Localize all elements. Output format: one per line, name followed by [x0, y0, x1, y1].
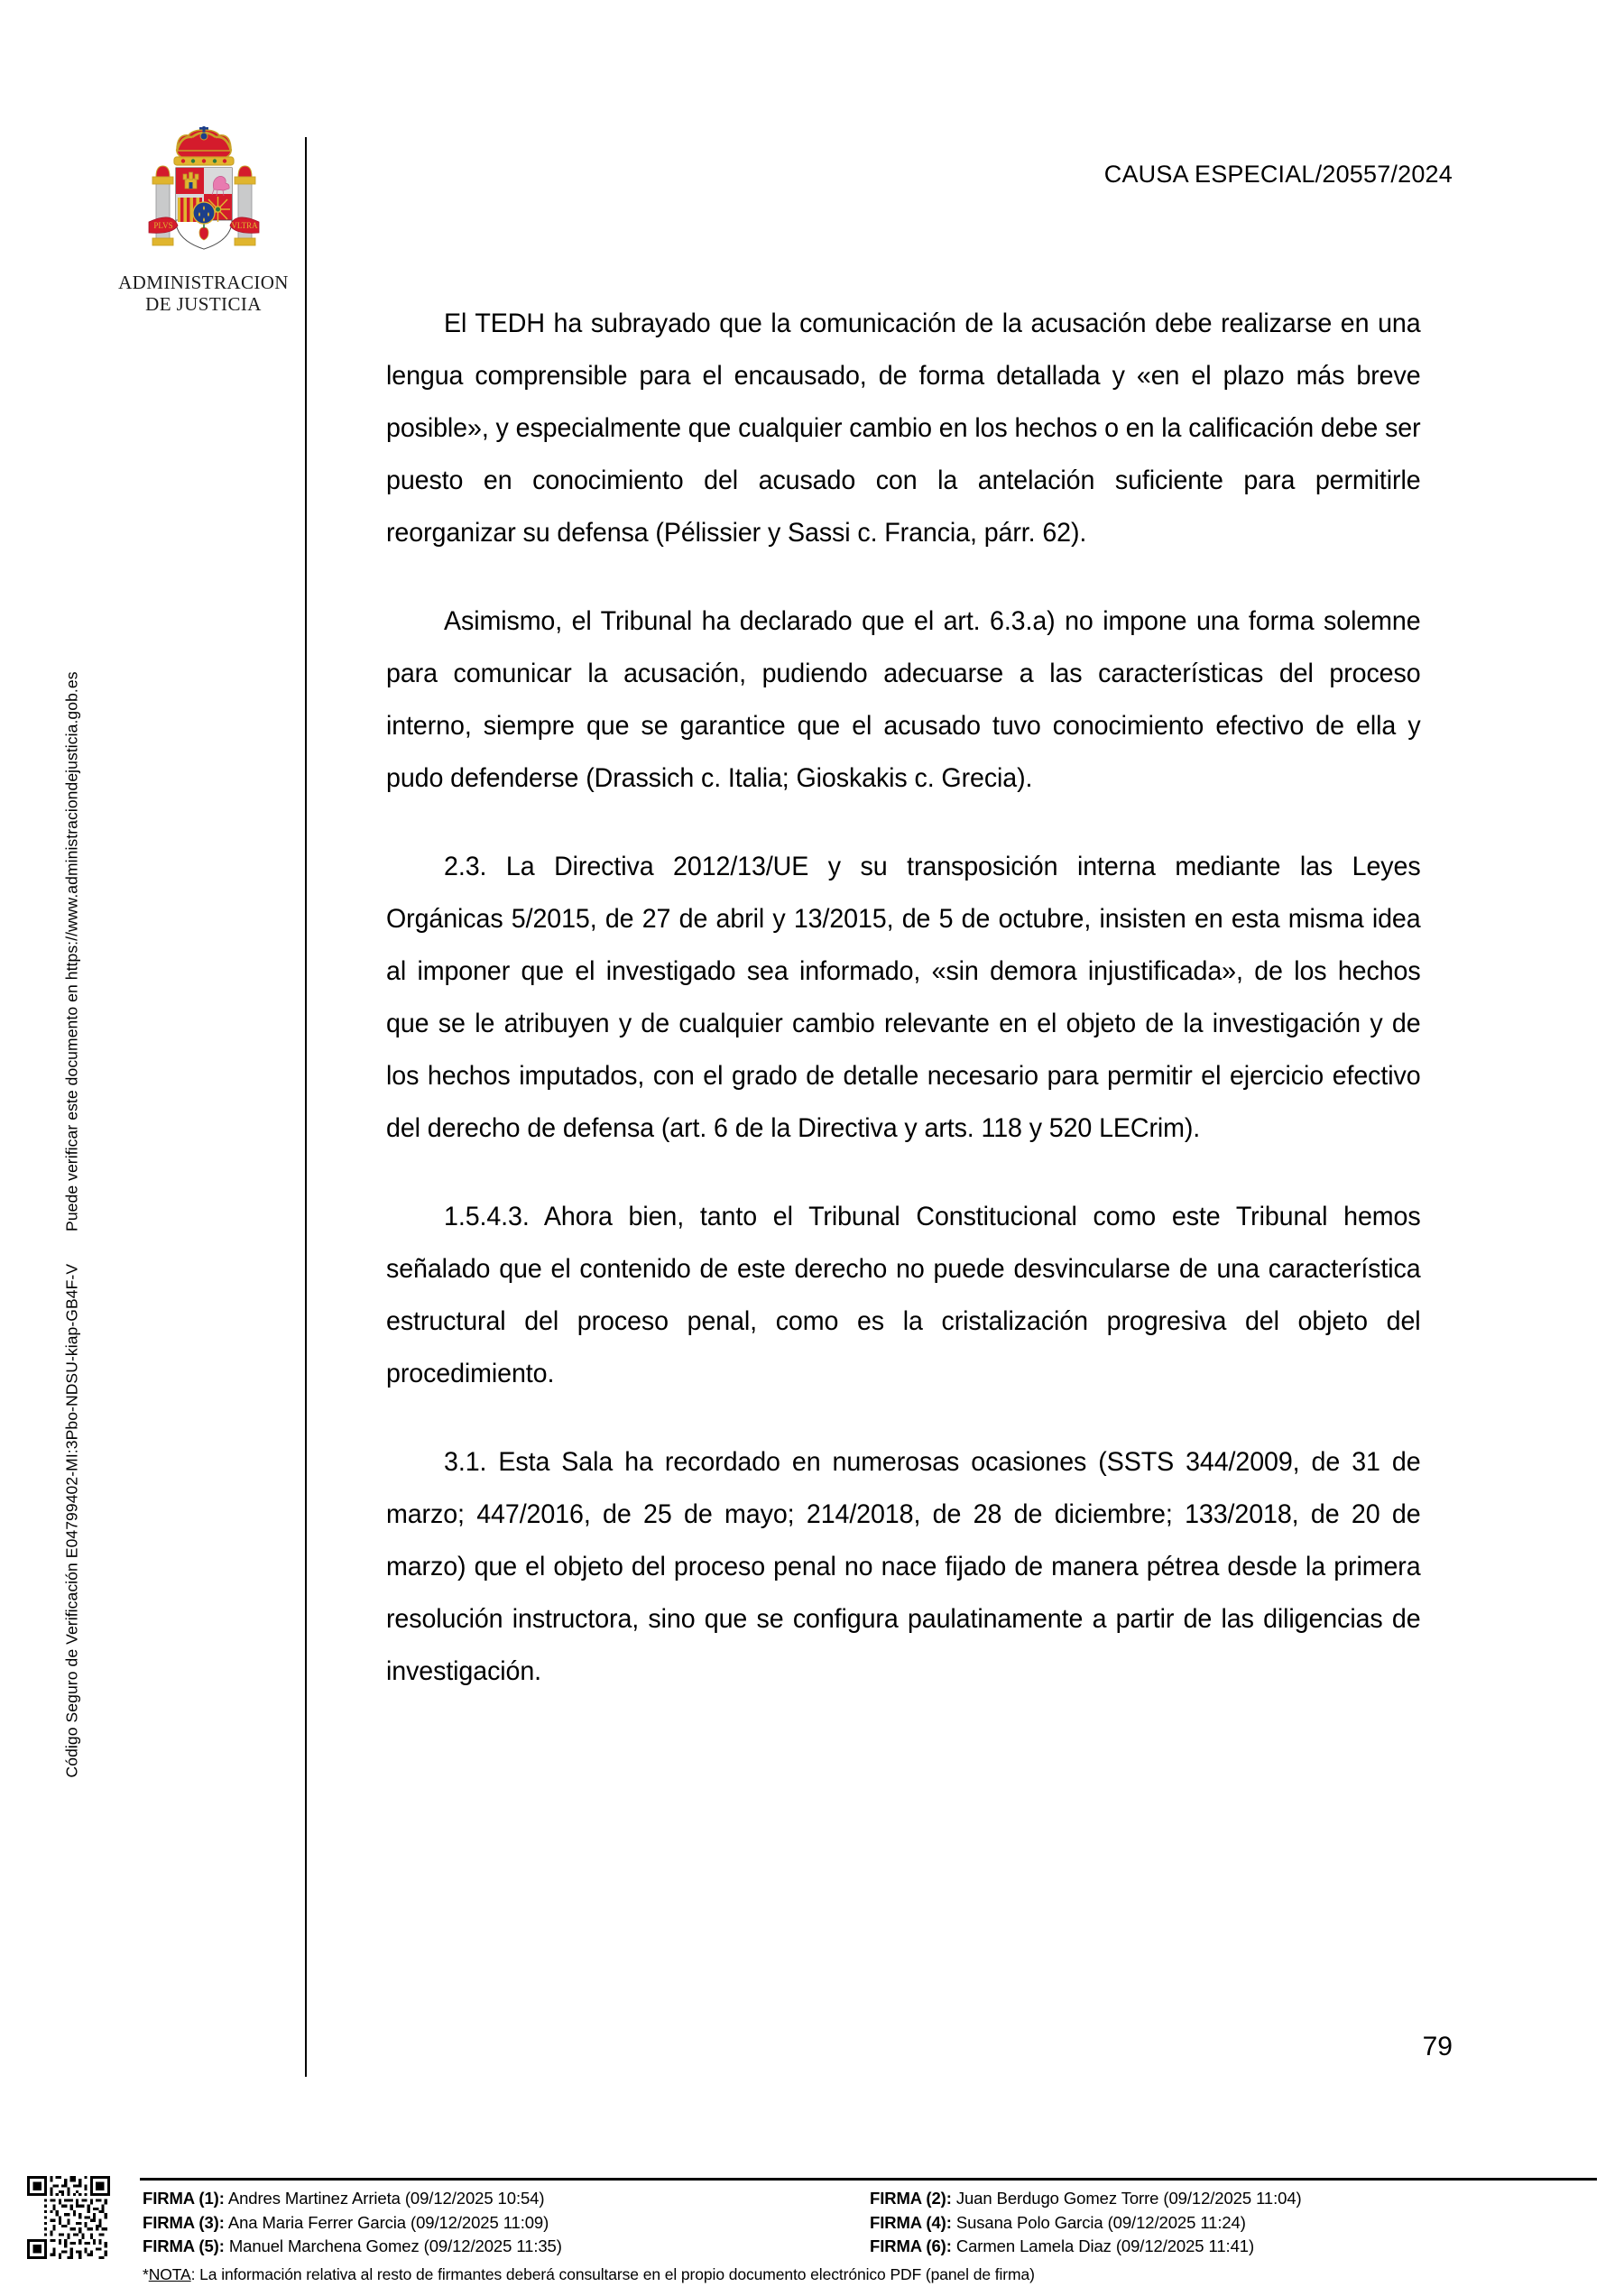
signature-label: FIRMA (6):	[870, 2236, 952, 2255]
footer-note	[143, 2265, 1035, 2284]
csv-verification-text	[63, 371, 82, 1778]
signature-column-left	[143, 2187, 870, 2259]
signature-label: FIRMA (3):	[143, 2212, 225, 2232]
signature-label: FIRMA (4):	[870, 2212, 952, 2232]
case-reference: CAUSA ESPECIAL/20557/2024	[1103, 161, 1453, 188]
signature-label: FIRMA (1):	[143, 2189, 225, 2208]
signature-value: Susana Polo Garcia (09/12/2025 11:24)	[955, 2212, 1246, 2232]
signature-value: Juan Berdugo Gomez Torre (09/12/2025 11:04)	[955, 2189, 1302, 2208]
csv-code: Código Seguro de Verificación E04799402-MI:3Pbo-NDSU-kiap-GB4F-V	[62, 1263, 81, 1778]
signature-row	[870, 2187, 1597, 2211]
signature-value: Manuel Marchena Gomez (09/12/2025 11:35)	[228, 2236, 562, 2255]
document-body	[386, 298, 1453, 1698]
paragraph: El TEDH ha subrayado que la comunicación de la acusación debe realizarse en una lengua comprensible para el encausado, de forma detallada y «en el plazo más breve posible», y especialmente que cualquier cambio en los hechos o en la calificación debe ser puesto en conocimiento del acusado con la antelación suficiente para permitirle reorganizar su defensa (Pélissier y Sassi c. Francia, párr. 62).	[386, 309, 1421, 548]
svg-text:VLTRA: VLTRA	[230, 221, 258, 230]
signature-label: FIRMA (2):	[870, 2189, 952, 2208]
signature-column-right	[870, 2187, 1597, 2259]
signature-row	[870, 2211, 1597, 2236]
emblem-caption	[106, 272, 300, 315]
emblem-caption-line1: ADMINISTRACION	[118, 272, 289, 293]
paragraph: Asimismo, el Tribunal ha declarado que el art. 6.3.a) no impone una forma solemne para comunicar la acusación, pudiendo adecuarse a las características del proceso interno, siempre que se garantice que el acusado tuvo conocimiento efectivo de ella y pudo defenderse (Drassich c. Italia; Gioskakis c. Grecia).	[386, 606, 1421, 793]
spain-coat-of-arms-icon	[136, 126, 272, 269]
document-footer	[0, 2158, 1624, 2296]
paragraph: 1.5.4.3. Ahora bien, tanto el Tribunal Constitucional como este Tribunal hemos señalado que el contenido de este derecho no puede desvincularse de una característica estructural del proceso penal, como es la cristalización progresiva del objeto del procedimiento.	[386, 1202, 1421, 1388]
qr-code-icon	[27, 2176, 110, 2259]
note-keyword: NOTA	[148, 2265, 191, 2283]
svg-text:PLVS: PLVS	[152, 221, 173, 230]
footer-divider-rule	[140, 2178, 1597, 2181]
margin-divider-rule	[305, 137, 307, 2077]
signature-row	[870, 2235, 1597, 2259]
emblem-caption-line2: DE JUSTICIA	[145, 292, 262, 315]
paragraph: 3.1. Esta Sala ha recordado en numerosas ocasiones (SSTS 344/2009, de 31 de marzo; 447/2016, de 25 de mayo; 214/2018, de 28 de diciembre; 133/2018, de 20 de marzo) que el objeto del proceso penal no nace fijado de manera pétrea desde la primera resolución instructora, sino que se configura paulatinamente a partir de las diligencias de investigación.	[386, 1447, 1421, 1686]
note-text: : La información relativa al resto de firmantes deberá consultarse en el propio documento electrónico PDF (panel de firma)	[190, 2265, 1035, 2283]
paragraph: 2.3. La Directiva 2012/13/UE y su transposición interna mediante las Leyes Orgánicas 5/2015, de 27 de abril y 13/2015, de 5 de octubre, insisten en esta misma idea al imponer que el investigado sea informado, «sin demora injustificada», de los hechos que se le atribuyen y de cualquier cambio relevante en el objeto de la investigación y de los hechos imputados, con el grado de detalle necesario para permitir el ejercicio efectivo del derecho de defensa (art. 6 de la Directiva y arts. 118 y 520 LECrim).	[386, 852, 1421, 1143]
note-asterisk: *	[143, 2265, 149, 2283]
page-number: 79	[1422, 2032, 1453, 2061]
signature-row	[143, 2211, 870, 2236]
verify-url-text: Puede verificar este documento en https://www.administraciondejusticia.gob.es	[62, 671, 81, 1231]
signature-label: FIRMA (5):	[143, 2236, 225, 2255]
signature-block	[143, 2187, 1597, 2259]
signature-row	[143, 2235, 870, 2259]
signature-row	[143, 2187, 870, 2211]
signature-value: Ana Maria Ferrer Garcia (09/12/2025 11:09)	[227, 2212, 549, 2232]
document-header	[379, 161, 1453, 189]
left-margin	[0, 0, 307, 2147]
institution-emblem	[106, 126, 300, 315]
signature-value: Andres Martinez Arrieta (09/12/2025 10:54)	[227, 2189, 545, 2208]
signature-value: Carmen Lamela Diaz (09/12/2025 11:41)	[955, 2236, 1255, 2255]
